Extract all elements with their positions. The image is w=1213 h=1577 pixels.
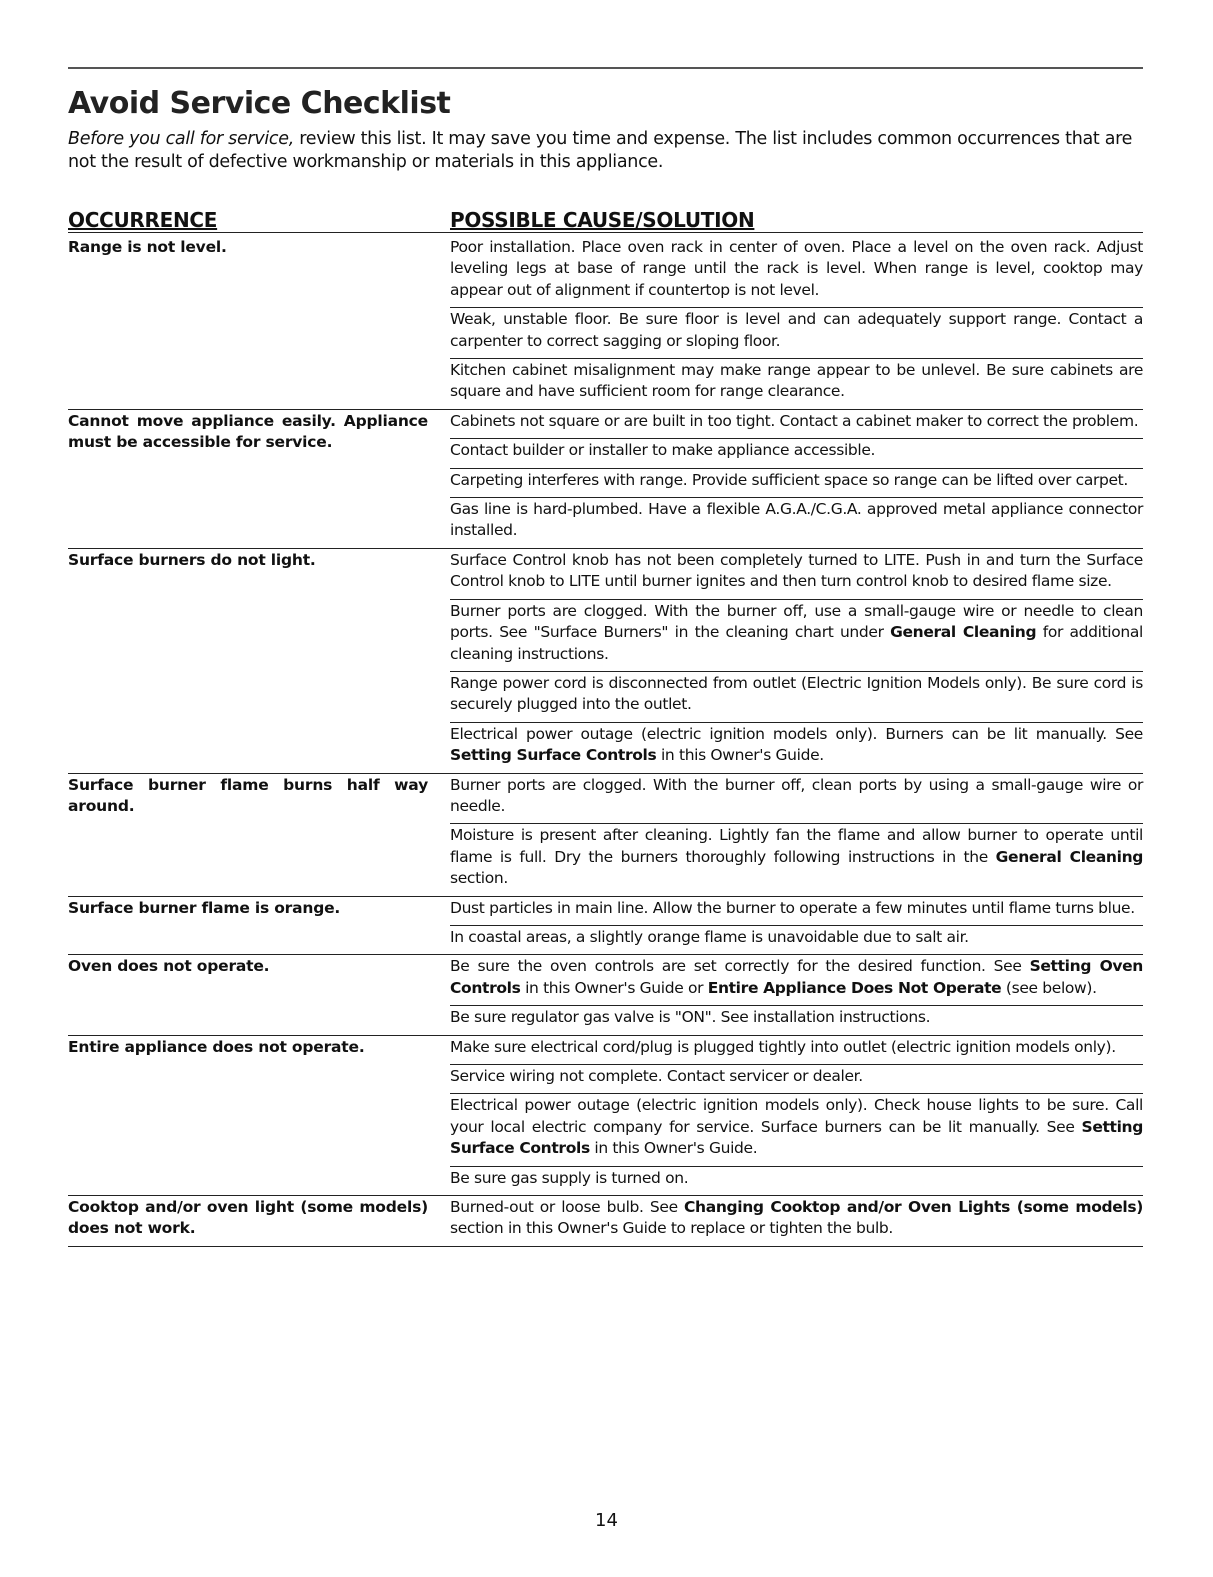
solution-cell	[450, 549, 1143, 773]
bold-reference: Setting Surface Controls	[450, 746, 657, 765]
cause-text: Weak, unstable floor. Be sure floor is level and can adequately support range. Contact a carpenter to correct sagging or sloping floor.	[450, 310, 1143, 350]
cause-text: Electrical power outage (electric ignition models only). Burners can be lit manually. See	[450, 724, 1143, 743]
page-number: 14	[595, 1510, 618, 1531]
occurrence-text: Cannot move appliance easily. Appliance must be accessible for service.	[68, 411, 428, 451]
checklist-row	[68, 955, 1143, 1035]
cause-text: section.	[450, 869, 508, 888]
checklist-row	[68, 236, 1143, 410]
cause-solution-item	[450, 1167, 1143, 1195]
bold-reference: Changing Cooktop and/or Oven Lights (some models)	[684, 1198, 1143, 1217]
cause-solution-item	[450, 897, 1143, 926]
solution-cell	[450, 1036, 1143, 1195]
cause-solution-item	[450, 236, 1143, 308]
cause-text: (see below).	[1001, 978, 1097, 997]
top-rule	[68, 67, 1143, 69]
occurrence-text: Range is not level.	[68, 238, 227, 256]
cause-solution-item	[450, 469, 1143, 498]
checklist-row	[68, 774, 1143, 897]
occurrence-text: Surface burner flame is orange.	[68, 898, 341, 917]
cause-text: Burner ports are clogged. With the burner off, clean ports by using a small-gauge wire or needle.	[450, 775, 1143, 815]
occurrence-text: Entire appliance does not operate.	[68, 1037, 365, 1056]
cause-text: Surface Control knob has not been completely turned to LITE. Push in and turn the Surface Control knob to LITE until burner ignites and then turn control knob to desired flame size.	[450, 550, 1143, 591]
cause-text: Carpeting interferes with range. Provide sufficient space so range can be lifted over carpet.	[450, 470, 1128, 489]
solution-cell	[450, 236, 1143, 409]
intro-lead: Before you call for service,	[68, 129, 294, 149]
bold-reference: Setting Surface Controls	[450, 1117, 1143, 1158]
cause-text: Moisture is present after cleaning. Lightly fan the flame and allow burner to operate until flame is full. Dry the burners thoroughly following instructions in the	[450, 826, 1143, 866]
occurrence-text: Oven does not operate.	[68, 957, 270, 976]
solution-cell	[450, 410, 1143, 548]
cause-solution-item	[450, 926, 1143, 954]
cause-solution-item	[450, 549, 1143, 600]
cause-text: Contact builder or installer to make appliance accessible.	[450, 441, 876, 460]
occurrence-text: Cooktop and/or oven light (some models) does not work.	[68, 1198, 428, 1238]
checklist-row	[68, 410, 1143, 549]
cause-text: Range power cord is disconnected from outlet (Electric Ignition Models only). Be sure cord is securely plugged into the outlet.	[450, 673, 1143, 714]
cause-solution-item	[450, 1196, 1143, 1246]
cause-solution-item	[450, 774, 1143, 825]
cause-solution-item	[450, 723, 1143, 773]
bold-reference: Setting Oven Controls	[450, 957, 1143, 997]
checklist-row	[68, 549, 1143, 774]
cause-solution-item	[450, 1006, 1143, 1034]
cause-solution-item	[450, 824, 1143, 895]
cause-text: Gas line is hard-plumbed. Have a flexible A.G.A./C.G.A. approved metal appliance connector installed.	[450, 500, 1143, 540]
intro-text: review this list. It may save you time and expense. The list includes common occurrences that are not the result of defective workmanship or materials in this appliance.	[68, 129, 1133, 172]
solution-cell	[450, 774, 1143, 896]
cause-text: in this Owner's Guide or	[520, 978, 708, 997]
cause-text: in this Owner's Guide.	[656, 746, 824, 765]
bold-reference: General Cleaning	[890, 623, 1037, 642]
occurrence-header: OCCURRENCE	[68, 208, 218, 232]
bold-reference: Entire Appliance Does Not Operate	[707, 978, 1002, 997]
solution-cell	[450, 1196, 1143, 1246]
cause-solution-item	[450, 439, 1143, 468]
checklist-row	[68, 897, 1143, 956]
cause-text: Dust particles in main line. Allow the burner to operate a few minutes until flame turns blue.	[450, 898, 1135, 917]
cause-solution-item	[450, 410, 1143, 439]
checklist-table	[68, 236, 1143, 1247]
page-title: Avoid Service Checklist	[68, 86, 451, 121]
cause-solution-item	[450, 600, 1143, 672]
cause-text: for additional cleaning instructions.	[450, 623, 1143, 663]
cause-text: Be sure gas supply is turned on.	[450, 1168, 689, 1187]
cause-solution-item	[450, 498, 1143, 548]
cause-text: Kitchen cabinet misalignment may make range appear to be unlevel. Be sure cabinets are square and have sufficient room for range clearance.	[450, 361, 1143, 401]
solution-header: POSSIBLE CAUSE/SOLUTION	[450, 208, 755, 232]
cause-text: section in this Owner's Guide to replace or tighten the bulb.	[450, 1219, 893, 1238]
cause-solution-item	[450, 672, 1143, 723]
cause-text: Electrical power outage (electric ignition models only). Check house lights to be sure. Call your local electric company for service. Surface burners can be lit manually. See	[450, 1096, 1143, 1136]
cause-solution-item	[450, 1094, 1143, 1166]
cause-text: Cabinets not square or are built in too tight. Contact a cabinet maker to correct the problem.	[450, 411, 1139, 430]
header-rule	[68, 232, 1143, 233]
cause-text: Service wiring not complete. Contact servicer or dealer.	[450, 1067, 863, 1085]
cause-text: Burned-out or loose bulb. See	[450, 1198, 685, 1217]
occurrence-text: Surface burner flame burns half way around.	[68, 775, 428, 815]
cause-solution-item	[450, 955, 1143, 1006]
cause-solution-item	[450, 1036, 1143, 1065]
solution-cell	[450, 955, 1143, 1034]
solution-cell	[450, 897, 1143, 955]
checklist-row	[68, 1036, 1143, 1196]
cause-text: Be sure the oven controls are set correctly for the desired function. See	[450, 957, 1030, 976]
cause-solution-item	[450, 308, 1143, 359]
checklist-row	[68, 1196, 1143, 1247]
intro-paragraph	[68, 128, 1143, 174]
cause-text: Burner ports are clogged. With the burner off, use a small-gauge wire or needle to clean ports. See "Surface Burners" in the cleaning chart under	[450, 601, 1143, 642]
occurrence-text: Surface burners do not light.	[68, 550, 316, 569]
bold-reference: General Cleaning	[995, 847, 1144, 866]
cause-text: in this Owner's Guide.	[589, 1139, 758, 1158]
cause-solution-item	[450, 359, 1143, 409]
cause-text: Be sure regulator gas valve is "ON". See installation instructions.	[450, 1008, 931, 1027]
cause-text: In coastal areas, a slightly orange flame is unavoidable due to salt air.	[450, 927, 969, 946]
cause-text: Poor installation. Place oven rack in center of oven. Place a level on the oven rack. Adjust leveling legs at base of range until the rack is level. When range is level, cooktop may appear out of alignment if countertop is not level.	[450, 238, 1143, 299]
cause-text: Make sure electrical cord/plug is plugged tightly into outlet (electric ignition models only).	[450, 1037, 1116, 1056]
cause-solution-item	[450, 1065, 1143, 1094]
